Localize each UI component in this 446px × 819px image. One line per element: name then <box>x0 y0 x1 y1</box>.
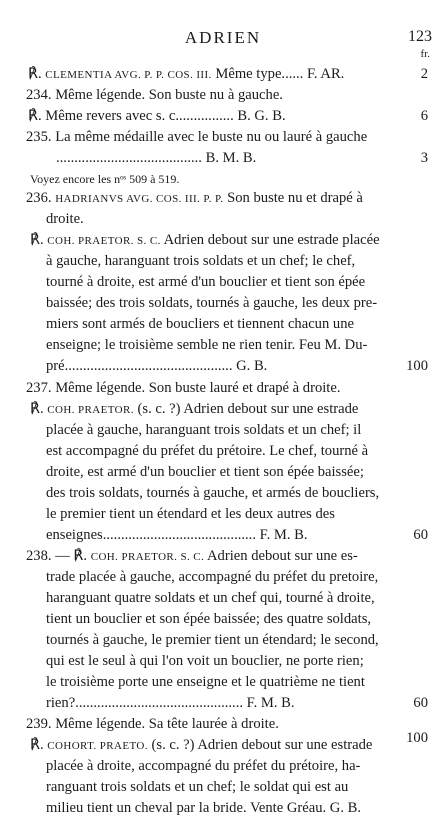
catalog-line <box>30 399 404 421</box>
catalog-line <box>46 756 404 777</box>
catalog-line <box>56 148 404 169</box>
line-text: qui est le seul à qui l'on voit un bouclier, ne porte rien; <box>46 653 364 669</box>
page-title: ADRIEN <box>184 28 262 47</box>
line-prefix: ℟. <box>30 232 48 248</box>
line-text: placée à droite, accompagné du préfet du prétoire, ha- <box>46 758 361 774</box>
line-text: droite. <box>46 211 84 227</box>
line-text: est accompagné du préfet du prétoire. Le chef, tourné à <box>46 443 369 459</box>
catalog-line <box>46 420 404 441</box>
line-rest: Adrien debout sur une estrade placée <box>160 232 380 248</box>
line-prefix: ℟. <box>30 401 48 417</box>
catalog-line <box>26 546 404 568</box>
coin-legend: COHORT. PRAETO. <box>47 740 148 752</box>
catalog-line <box>46 293 404 314</box>
catalog-line <box>28 106 404 127</box>
line-text: droite, est armé d'un bouclier et tient son épée baissée; <box>46 464 364 480</box>
line-text: enseignes.......................................... F. M. B. <box>46 527 308 543</box>
catalog-line <box>46 335 404 356</box>
line-text: tourné à droite, est armé d'un bouclier et tient son épée <box>46 274 366 290</box>
catalog-line <box>46 441 404 462</box>
line-text: tournés à gauche, le premier tient un étendard; le second, <box>46 632 379 648</box>
coin-legend: COH. PRAETOR. S. C. <box>90 551 205 563</box>
line-text: le troisième porte une enseigne et le quatrième ne tient <box>46 674 365 690</box>
catalog-line <box>46 567 404 588</box>
catalog-line <box>46 525 404 546</box>
catalog-line <box>26 85 404 106</box>
catalog-line <box>30 169 404 190</box>
price-value: 6 <box>420 108 428 124</box>
line-text: 235. La même médaille avec le buste nu ou lauré à gauche <box>26 129 368 145</box>
line-text: des trois soldats, tournés à gauche, et armés de boucliers, <box>46 485 380 501</box>
catalog-line <box>46 504 404 525</box>
line-rest: Même type...... F. AR. <box>211 66 345 82</box>
coin-legend: HADRIANVS AVG. COS. III. P. P. <box>55 193 224 205</box>
catalog-line <box>46 209 404 230</box>
catalog-line <box>46 672 404 693</box>
line-text: miers sont armés de boucliers et tiennent chacun une <box>46 316 354 332</box>
line-text: Voyez encore les nᵒˢ 509 à 519. <box>30 172 180 186</box>
line-text: à gauche, haranguant trois soldats et un chef; le chef, <box>46 253 356 269</box>
catalog-line <box>46 693 404 714</box>
price-value: 3 <box>420 150 428 166</box>
catalog-line <box>46 314 404 335</box>
catalog-line <box>46 356 404 377</box>
catalog-line <box>26 714 404 735</box>
line-rest: Adrien debout sur une es- <box>204 548 358 564</box>
line-text: 239. Même légende. Sa tête laurée à droite. <box>26 716 279 732</box>
catalog-line <box>46 630 404 651</box>
catalog-line <box>46 609 404 630</box>
catalog-line <box>26 378 404 399</box>
price-value: 100 <box>406 730 428 746</box>
line-text: pré.............................................. G. B. <box>46 358 268 374</box>
catalog-line <box>46 651 404 672</box>
line-text: ℟. Même revers avec s. c................ B. G. B. <box>28 108 286 124</box>
line-text: 237. Même légende. Son buste lauré et drapé à droite. <box>26 380 341 396</box>
catalog-line <box>28 64 404 86</box>
price-value: 60 <box>413 695 428 711</box>
catalog-line <box>46 272 404 293</box>
catalog-line <box>46 251 404 272</box>
line-text: 234. Même légende. Son buste nu à gauche. <box>26 87 283 103</box>
price-value: 2 <box>420 66 428 82</box>
line-prefix: 238. — ℟. <box>26 548 91 564</box>
line-rest: Son buste nu et drapé à <box>223 190 363 206</box>
line-prefix: ℟. <box>28 66 46 82</box>
line-text: ranguant trois soldats et un chef; le soldat qui est au <box>46 779 349 795</box>
line-text: baissée; des trois soldats, tournés à gauche, les deux pre- <box>46 295 378 311</box>
line-text: enseigne; le troisième semble ne rien tenir. Feu M. Du- <box>46 337 368 353</box>
price-unit-label: fr. <box>420 48 430 60</box>
catalog-line <box>46 777 404 798</box>
line-text: placée à gauche, haranguant trois soldats et un chef; il <box>46 422 362 438</box>
price-value: 100 <box>406 358 428 374</box>
coin-legend: COH. PRAETOR. S. C. <box>47 235 161 247</box>
line-text: rien?.............................................. F. M. B. <box>46 695 295 711</box>
line-text: trade placée à gauche, accompagné du préfet du pretoire, <box>46 569 379 585</box>
line-text: haranguant quatre soldats et un chef qui, tourné à droite, <box>46 590 375 606</box>
line-text: le premier tient un étendard et les deux autres des <box>46 506 335 522</box>
catalog-line <box>46 483 404 504</box>
line-prefix: 236. <box>26 190 56 206</box>
catalog-line <box>26 188 404 210</box>
line-text: tient un bouclier et son épée baissée; des quatre soldats, <box>46 611 372 627</box>
catalog-line <box>30 735 404 757</box>
line-text: milieu tient un cheval par la bride. Vente Gréau. G. B. <box>46 800 362 816</box>
price-value: 60 <box>413 527 428 543</box>
catalog-line <box>46 798 404 819</box>
line-rest: (s. c. ?) Adrien debout sur une estrade <box>147 737 373 753</box>
line-text: ........................................ B. M. B. <box>56 150 257 166</box>
catalog-line <box>46 462 404 483</box>
coin-legend: COH. PRAETOR. <box>47 404 134 416</box>
line-rest: (s. c. ?) Adrien debout sur une estrade <box>133 401 359 417</box>
coin-legend: CLEMENTIA AVG. P. P. COS. III. <box>45 69 212 81</box>
page-number: 123 <box>408 28 432 45</box>
catalog-line <box>30 230 404 252</box>
catalog-line <box>26 127 404 148</box>
line-prefix: ℟. <box>30 737 48 753</box>
catalog-line <box>46 588 404 609</box>
